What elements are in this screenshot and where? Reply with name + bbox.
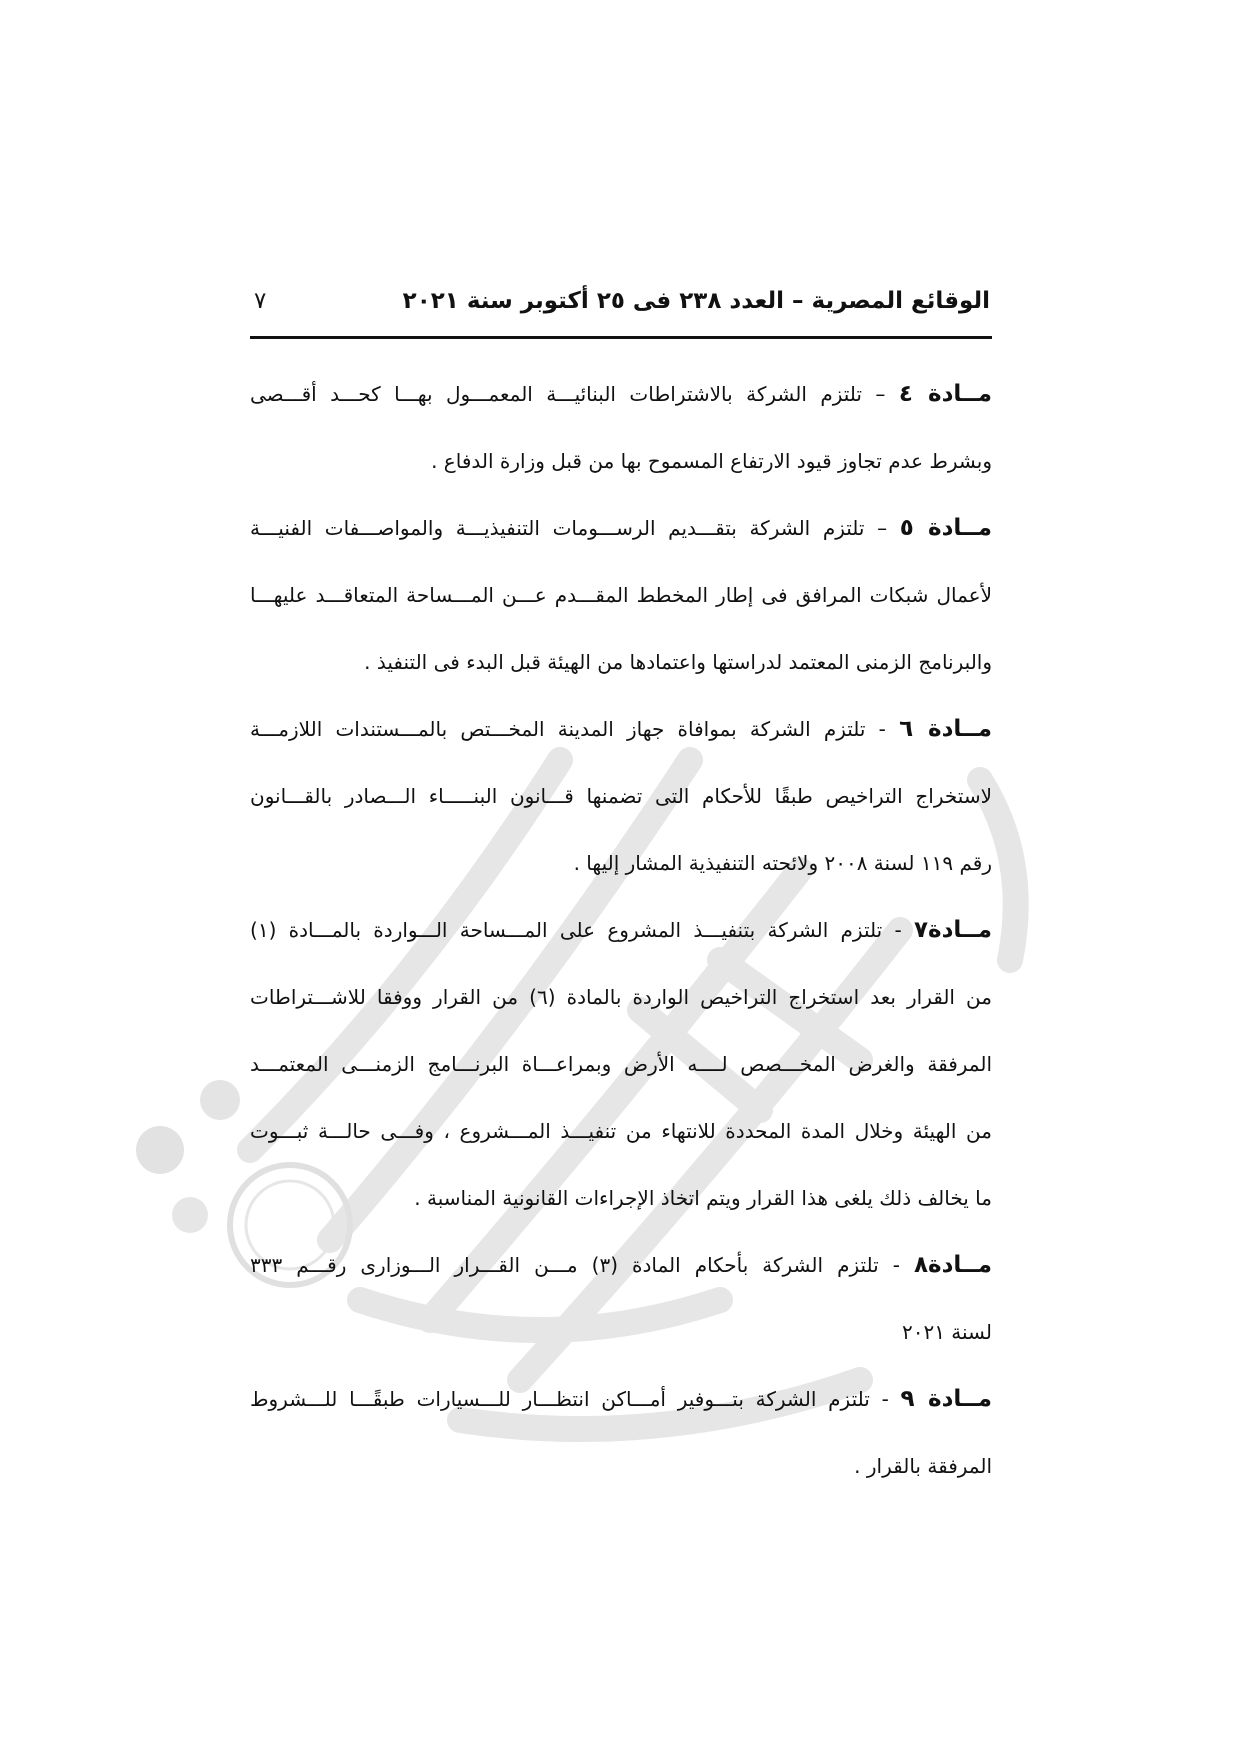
header-title: الوقائع المصرية – العدد ٢٣٨ فى ٢٥ أكتوبر سنة ٢٠٢١ [402, 288, 990, 314]
text-line: لأعمال شبكات المرافق فى إطار المخطط المقـــدم عـــن المـــساحة المتعاقـــد عليهـــا [250, 583, 992, 607]
text-line: لسنة ٢٠٢١ [901, 1320, 992, 1344]
text-line: مــادة ٩ - تلتزم الشركة بتـــوفير أمـــاكن انتظـــار للـــسيارات طبقًـــا للـــشروط [250, 1386, 992, 1412]
article-heading: مــادة ٩ [900, 1386, 992, 1412]
article-heading: مــادة ٥ [899, 515, 992, 541]
text-line: من الهيئة وخلال المدة المحددة للانتهاء من تنفيـــذ المـــشروع ، وفـــى حالـــة ثبـــوت [250, 1119, 992, 1143]
text-line: مــادة ٤ – تلتزم الشركة بالاشتراطات البنائيـــة المعمـــول بهـــا كحـــد أقـــصى [250, 381, 992, 407]
text-line: من القرار بعد استخراج التراخيص الواردة بالمادة (٦) من القرار ووفقا للاشـــتراطات [250, 985, 992, 1009]
text-line: مــادة٨ - تلتزم الشركة بأحكام المادة (٣) مـــن القـــرار الـــوزارى رقـــم ٣٣٣ [250, 1252, 992, 1278]
text-line: المرفقة والغرض المخـــصص لــــه الأرض وبمراعـــاة البرنـــامج الزمنـــى المعتمـــد [250, 1052, 992, 1076]
page-number: ٧ [254, 288, 267, 314]
article-heading: مــادة٧ [913, 917, 992, 943]
text-line: وبشرط عدم تجاوز قيود الارتفاع المسموح بها من قبل وزارة الدفاع . [431, 449, 992, 473]
article-heading: مــادة ٦ [899, 716, 992, 742]
document-body [250, 370, 992, 1509]
text-line: مــادة ٦ - تلتزم الشركة بموافاة جهاز المدينة المخـــتص بالمـــستندات اللازمـــة [250, 716, 992, 742]
text-line: لاستخراج التراخيص طبقًا للأحكام التى تضمنها قـــانون البنـــــاء الـــصادر بالقـــانون [250, 784, 992, 808]
text-line: ما يخالف ذلك يلغى هذا القرار ويتم اتخاذ الإجراءات القانونية المناسبة . [414, 1186, 992, 1210]
page-header [250, 284, 992, 339]
text-line: رقم ١١٩ لسنة ٢٠٠٨ ولائحته التنفيذية المشار إليها . [573, 851, 992, 875]
text-line: المرفقة بالقرار . [854, 1454, 992, 1478]
article-heading: مــادة ٤ [898, 381, 992, 407]
text-line: مــادة٧ - تلتزم الشركة بتنفيـــذ المشروع على المـــساحة الـــواردة بالمـــادة (١) [250, 917, 992, 943]
text-line: مــادة ٥ – تلتزم الشركة بتقـــديم الرســـومات التنفيذيـــة والمواصـــفات الفنيـــة [250, 515, 992, 541]
text-line: والبرنامج الزمنى المعتمد لدراستها واعتمادها من الهيئة قبل البدء فى التنفيذ . [364, 650, 992, 674]
article-heading: مــادة٨ [913, 1252, 992, 1278]
